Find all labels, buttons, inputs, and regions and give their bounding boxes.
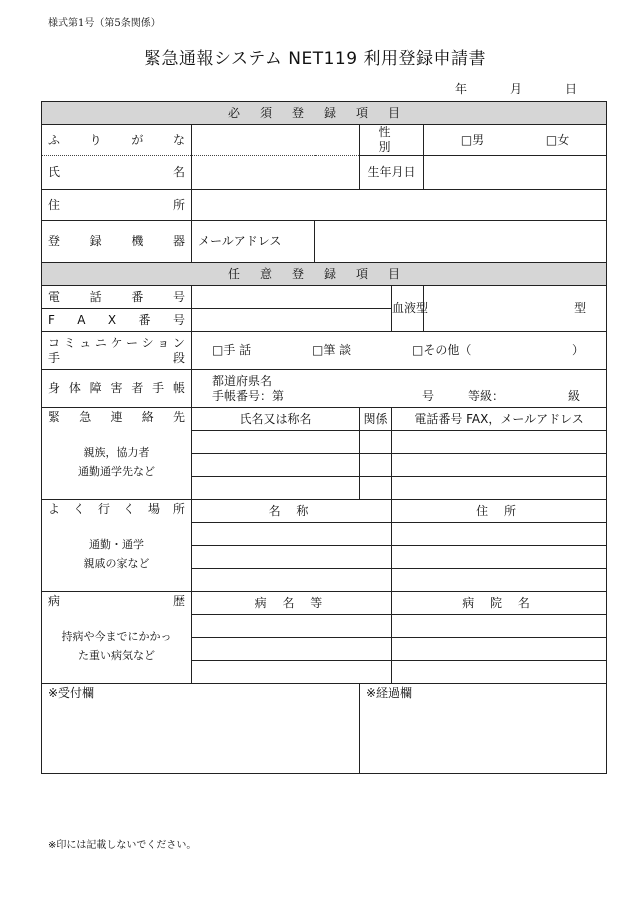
label-char: 段 <box>172 350 185 365</box>
booklet-number-label: 手帳番号：第 <box>212 388 285 403</box>
label-char: 体 <box>68 381 81 395</box>
phone-field[interactable] <box>192 286 392 309</box>
sign-language-checkbox[interactable]: □手 話 <box>212 343 252 357</box>
other-close-paren: ） <box>572 343 585 357</box>
label-char: よ <box>48 502 61 516</box>
emergency-contact-field[interactable] <box>392 431 607 454</box>
label-char: 話 <box>89 289 102 304</box>
female-checkbox[interactable]: □女 <box>545 132 570 147</box>
label-char: 場 <box>147 502 160 516</box>
label-char: 連 <box>110 410 123 424</box>
dob-label: 生年月日 <box>360 156 424 190</box>
name-label-text <box>48 165 185 180</box>
address-label-text <box>48 198 185 213</box>
label-char: く <box>122 502 135 516</box>
label-char: 所 <box>172 502 185 516</box>
required-items-header: 必須登録項目 <box>42 102 607 125</box>
disability-booklet-field[interactable] <box>192 370 607 408</box>
email-field[interactable] <box>315 221 607 263</box>
email-label: メールアドレス <box>192 221 315 263</box>
label-char: く <box>72 502 85 516</box>
emergency-relation-field[interactable] <box>360 477 392 500</box>
hospital-field[interactable] <box>392 661 607 684</box>
label-char: ー <box>126 335 139 350</box>
medical-history-label-text <box>48 594 185 609</box>
places-note-2: 親戚の家など <box>83 557 150 570</box>
writing-checkbox[interactable]: □筆 談 <box>312 343 352 357</box>
place-name-field[interactable] <box>192 546 392 569</box>
label-char: ふ <box>48 132 61 147</box>
blood-type-label: 血液型 <box>392 286 424 332</box>
history-col-hospital: 病 院 名 <box>392 592 607 615</box>
emergency-contact-field[interactable] <box>392 454 607 477</box>
hospital-field[interactable] <box>392 615 607 638</box>
disability-booklet-label-text <box>48 381 185 396</box>
name-label <box>42 156 192 190</box>
hospital-field[interactable] <box>392 638 607 661</box>
place-address-field[interactable] <box>392 523 607 546</box>
emergency-name-field[interactable] <box>192 477 360 500</box>
label-char: 番 <box>131 289 144 304</box>
emergency-name-field[interactable] <box>192 454 360 477</box>
label-char: が <box>131 132 144 147</box>
blood-type-unit: 型 <box>574 301 587 315</box>
address-label <box>42 190 192 221</box>
label-char: ニ <box>94 335 107 350</box>
label-char: 手 <box>48 350 61 365</box>
label-char: 身 <box>48 381 61 395</box>
reception-box <box>42 684 360 774</box>
frequent-places-label-text <box>48 502 185 517</box>
blood-type-field[interactable] <box>424 286 607 332</box>
emergency-relation-field[interactable] <box>360 431 392 454</box>
history-note-1: 持病や今までにかかっ <box>61 630 172 643</box>
reception-label: ※受付欄 <box>48 686 95 700</box>
communication-label <box>42 332 192 370</box>
label-char: 氏 <box>48 165 61 179</box>
form-title: 緊急通報システム NET119 利用登録申請書 <box>144 49 486 69</box>
prefecture-label: 都道府県名 <box>212 373 273 388</box>
disease-field[interactable] <box>192 638 392 661</box>
label-char: 番 <box>138 312 151 327</box>
furigana-label <box>42 125 192 156</box>
device-label <box>42 221 192 263</box>
label-char: 緊 <box>48 410 61 424</box>
medical-history-label <box>42 592 192 684</box>
label-char: ン <box>172 335 185 350</box>
emergency-col-contact: 電話番号 FAX，メールアドレス <box>392 408 607 431</box>
fax-field[interactable] <box>192 309 392 332</box>
disability-booklet-label <box>42 370 192 408</box>
footer-note: ※印には記載しないでください。 <box>48 840 197 851</box>
label-char: 機 <box>131 234 144 248</box>
address-field[interactable] <box>192 190 607 221</box>
dob-field[interactable] <box>424 156 607 190</box>
label-char: 障 <box>89 381 102 395</box>
date-month-label: 月 <box>510 82 523 96</box>
label-char: 器 <box>172 234 185 248</box>
label-char: ケ <box>110 335 123 350</box>
communication-label-line2 <box>48 351 185 366</box>
label-char: 名 <box>172 165 185 179</box>
device-label-text <box>48 234 185 249</box>
other-checkbox[interactable]: □その他（ <box>412 343 472 357</box>
label-char: 号 <box>172 289 185 304</box>
disease-field[interactable] <box>192 615 392 638</box>
place-address-field[interactable] <box>392 569 607 592</box>
label-char: 者 <box>131 381 144 395</box>
label-char: ュ <box>79 335 92 350</box>
grade-unit-label: 級 <box>568 388 581 403</box>
label-char: 登 <box>48 234 61 248</box>
fax-label <box>42 309 192 332</box>
places-col-name: 名 称 <box>192 500 392 523</box>
sex-options[interactable] <box>424 125 607 156</box>
phone-label <box>42 286 192 309</box>
emergency-note-1: 親族，協力者 <box>83 446 150 459</box>
label-char: シ <box>141 335 154 350</box>
history-col-disease: 病 名 等 <box>192 592 392 615</box>
label-char: 号 <box>172 312 185 327</box>
furigana-label-text <box>48 133 185 148</box>
optional-items-header: 任意登録項目 <box>42 263 607 286</box>
places-note-1: 通勤・通学 <box>89 538 144 551</box>
place-name-field[interactable] <box>192 523 392 546</box>
label-char: 行 <box>97 502 110 516</box>
communication-label-line1 <box>48 336 185 351</box>
history-note-2: た重い病気など <box>78 649 155 662</box>
place-name-field[interactable] <box>192 569 392 592</box>
label-char: 所 <box>172 197 185 212</box>
places-col-address: 住 所 <box>392 500 607 523</box>
label-char: り <box>89 132 102 147</box>
label-char: 録 <box>89 234 102 248</box>
progress-label: ※経過欄 <box>366 686 413 700</box>
label-char: 病 <box>48 594 61 608</box>
fax-label-text <box>48 313 185 328</box>
label-char: コ <box>48 335 61 350</box>
emergency-name-field[interactable] <box>192 431 360 454</box>
place-address-field[interactable] <box>392 546 607 569</box>
name-field[interactable] <box>192 156 360 190</box>
phone-label-text <box>48 290 185 305</box>
label-char: F <box>48 312 55 327</box>
label-char: 絡 <box>141 410 154 424</box>
label-char: 急 <box>79 410 92 424</box>
date-day-label: 日 <box>565 82 578 96</box>
sex-label: 性別 <box>360 125 424 156</box>
male-checkbox[interactable]: □男 <box>460 132 485 147</box>
emergency-relation-field[interactable] <box>360 454 392 477</box>
label-char: 住 <box>48 197 61 212</box>
booklet-go-label: 号 <box>422 388 435 403</box>
furigana-field[interactable] <box>192 125 360 156</box>
registration-form-table <box>41 101 607 774</box>
progress-box <box>360 684 607 774</box>
label-char: 帳 <box>172 381 185 395</box>
emergency-col-name: 氏名又は称名 <box>192 408 360 431</box>
label-char: 電 <box>48 289 61 304</box>
emergency-contact-label-text <box>48 410 185 425</box>
label-char: X <box>107 312 117 327</box>
emergency-note-2: 通勤通学先など <box>78 465 155 478</box>
emergency-col-relation: 関係 <box>360 408 392 431</box>
emergency-contact-label <box>42 408 192 500</box>
label-char: な <box>172 132 185 147</box>
frequent-places-label <box>42 500 192 592</box>
grade-label: 等級： <box>468 388 505 403</box>
label-char: 害 <box>110 381 123 395</box>
disease-field[interactable] <box>192 661 392 684</box>
label-char: 手 <box>152 381 165 395</box>
label-char: ョ <box>157 335 170 350</box>
label-char: A <box>77 312 86 327</box>
label-char: 歴 <box>172 594 185 608</box>
date-year-label: 年 <box>455 82 468 96</box>
label-char: 先 <box>172 410 185 424</box>
label-char: ミ <box>63 335 76 350</box>
form-number: 様式第1号（第5条関係） <box>48 18 161 29</box>
communication-options[interactable] <box>192 332 607 370</box>
emergency-contact-field[interactable] <box>392 477 607 500</box>
